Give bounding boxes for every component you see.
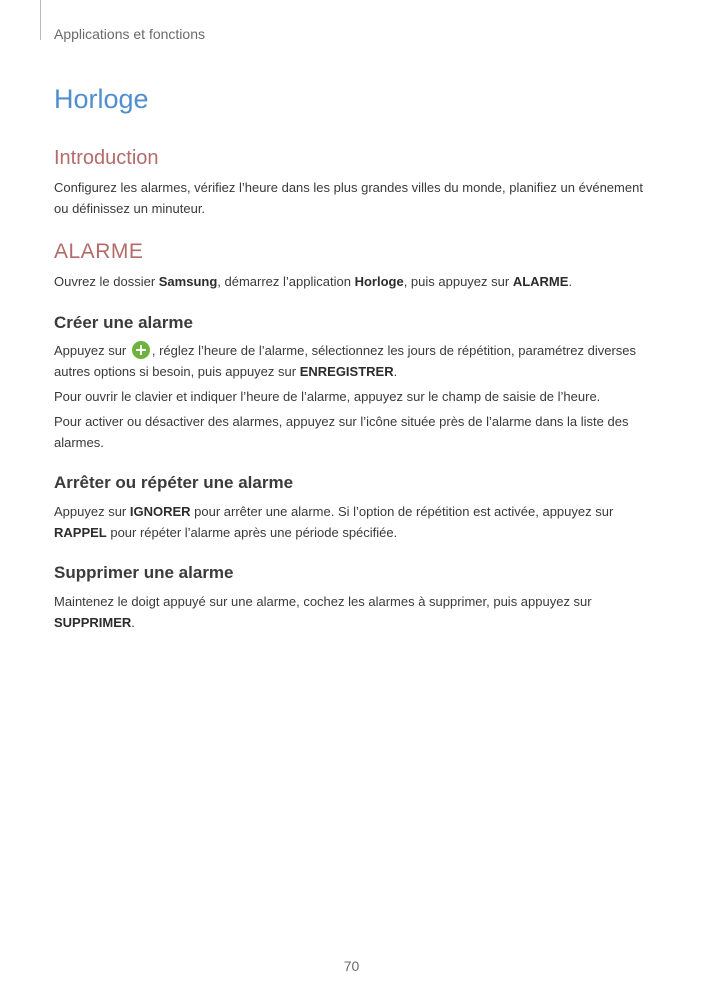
page-number: 70 bbox=[343, 958, 360, 974]
alarme-heading: ALARME bbox=[54, 240, 144, 263]
delete-alarm-heading: Supprimer une alarme bbox=[54, 563, 234, 582]
create-alarm-toggle-text: Pour activer ou désactiver des alarmes, appuyez sur l’icône située près de l’alarme dans la liste des alarmes. bbox=[54, 414, 629, 450]
create-alarm-step: Appuyez sur , réglez l’heure de l’alarme, sélectionnez les jours de répétition, paramétrez diverses autres options si besoin, puis appuyez sur ENREGISTRER. bbox=[54, 343, 637, 379]
page-content bbox=[54, 80, 654, 633]
intro-heading: Introduction bbox=[54, 147, 159, 169]
alarme-lead: Ouvrez le dossier Samsung, démarrez l’application Horloge, puis appuyez sur ALARME. bbox=[54, 274, 573, 289]
page-margin-rule bbox=[40, 0, 41, 40]
stop-alarm-heading: Arrêter ou répéter une alarme bbox=[54, 473, 294, 492]
page-title: Horloge bbox=[54, 84, 149, 114]
stop-alarm-text: Appuyez sur IGNORER pour arrêter une alarme. Si l’option de répétition est activée, appuyez sur RAPPEL pour répéter l’alarme après une période spécifiée. bbox=[54, 504, 614, 540]
add-plus-icon bbox=[132, 341, 150, 359]
intro-text: Configurez les alarmes, vérifiez l’heure dans les plus grandes villes du monde, planifiez un événement ou définissez un minuteur. bbox=[54, 180, 643, 216]
delete-alarm-text: Maintenez le doigt appuyé sur une alarme, cochez les alarmes à supprimer, puis appuyez sur SUPPRIMER. bbox=[54, 594, 592, 630]
create-alarm-keyboard-text: Pour ouvrir le clavier et indiquer l’heure de l’alarme, appuyez sur le champ de saisie de l’heure. bbox=[54, 389, 601, 404]
running-header: Applications et fonctions bbox=[54, 26, 205, 42]
create-alarm-heading: Créer une alarme bbox=[54, 313, 193, 332]
